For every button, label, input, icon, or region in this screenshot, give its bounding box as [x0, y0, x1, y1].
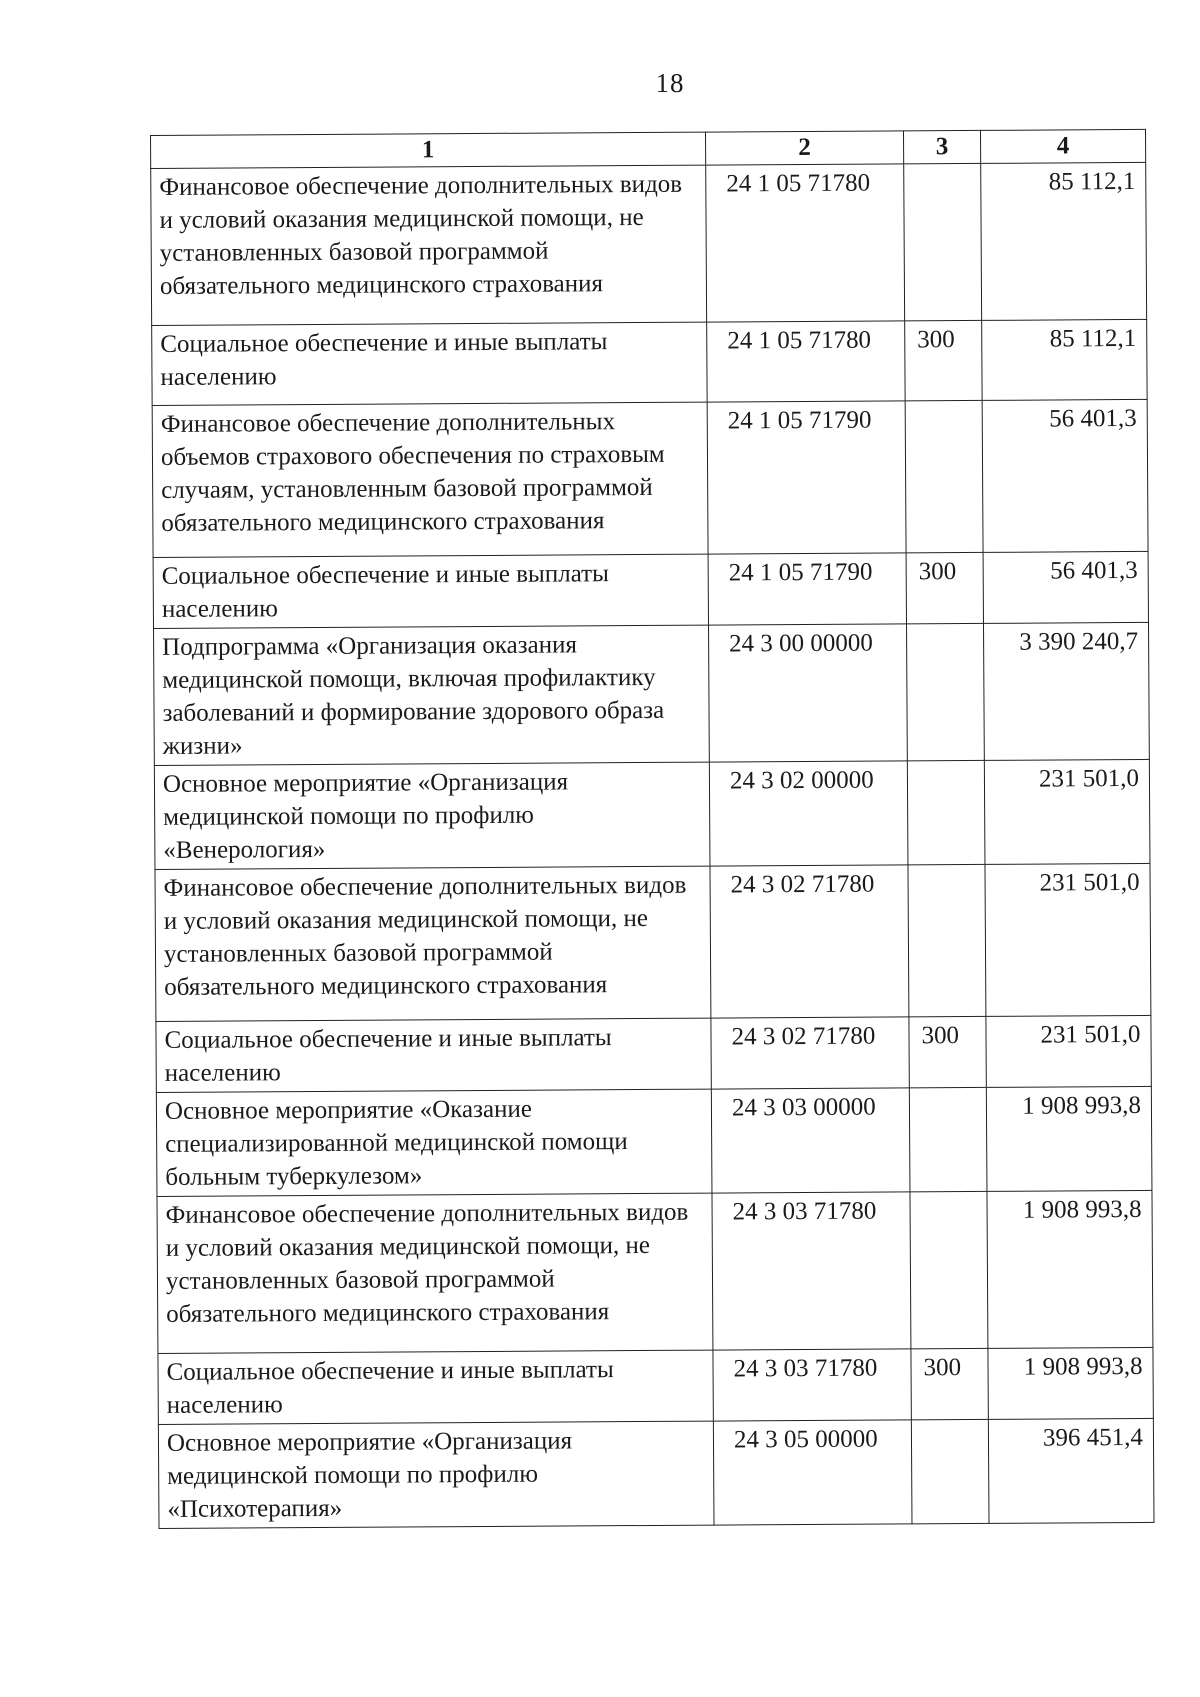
row-amount-cell: 85 112,1	[982, 319, 1147, 400]
column-header-3: 3	[903, 130, 980, 163]
table-row	[156, 1086, 1152, 1196]
row-amount-cell: 1 908 993,8	[987, 1190, 1153, 1348]
row-expense-type-cell	[908, 864, 986, 1016]
row-name-cell: Подпрограмма «Организация оказания медицинской помощи, включая профилактику заболеваний и формирование здорового образа жизни»	[154, 625, 710, 765]
row-name-cell: Финансовое обеспечение дополнительных видов и условий оказания медицинской помощи, не установленных базовой программой обязательного медицинского страхования	[157, 1193, 713, 1353]
row-name-cell: Социальное обеспечение и иные выплаты населению	[152, 322, 707, 405]
table-row	[152, 399, 1148, 557]
row-amount-cell: 231 501,0	[985, 863, 1151, 1016]
row-name-cell: Финансовое обеспечение дополнительных видов и условий оказания медицинской помощи, не установленных базовой программой обязательного медицинского страхования	[151, 165, 707, 325]
row-name-cell: Социальное обеспечение и иные выплаты населению	[158, 1350, 713, 1424]
row-code-cell: 24 3 05 00000	[713, 1420, 912, 1525]
page-number: 18	[655, 68, 685, 98]
row-amount-cell: 231 501,0	[986, 1015, 1151, 1087]
row-amount-cell: 1 908 993,8	[988, 1347, 1153, 1419]
budget-table	[150, 129, 1154, 1529]
row-code-cell: 24 3 00 00000	[709, 624, 908, 762]
row-expense-type-cell	[909, 1087, 987, 1191]
row-code-cell: 24 1 05 71790	[707, 401, 906, 554]
table-row	[154, 622, 1150, 765]
table-row	[153, 551, 1148, 628]
row-code-cell: 24 3 02 71780	[710, 865, 909, 1018]
row-code-cell: 24 3 03 71780	[712, 1192, 911, 1350]
table-row	[158, 1418, 1154, 1528]
row-code-cell: 24 1 05 71780	[707, 321, 905, 402]
table-row	[151, 162, 1147, 325]
row-expense-type-cell: 300	[905, 320, 982, 400]
row-code-cell: 24 3 02 71780	[711, 1017, 909, 1089]
row-expense-type-cell	[904, 163, 982, 320]
row-expense-type-cell: 300	[911, 1348, 988, 1419]
row-name-cell: Социальное обеспечение и иные выплаты населению	[156, 1018, 711, 1092]
row-name-cell: Основное мероприятие «Организация медицинской помощи по профилю «Психотерапия»	[158, 1421, 714, 1528]
row-expense-type-cell	[905, 400, 983, 552]
budget-table-container	[150, 129, 1153, 1529]
row-code-cell: 24 1 05 71790	[708, 553, 906, 625]
row-name-cell: Финансовое обеспечение дополнительных объемов страхового обеспечения по страховым случаям, установленным базовой программой обязательного медицинского страхования	[152, 402, 708, 557]
row-name-cell: Основное мероприятие «Оказание специализированной медицинской помощи больным туберкулезом»	[156, 1089, 712, 1196]
row-code-cell: 24 3 02 00000	[709, 761, 908, 866]
row-amount-cell: 56 401,3	[983, 551, 1148, 623]
table-row	[154, 759, 1150, 869]
table-row	[157, 1190, 1153, 1353]
row-expense-type-cell	[911, 1419, 989, 1523]
row-name-cell: Социальное обеспечение и иные выплаты населению	[153, 554, 708, 628]
column-header-4: 4	[980, 129, 1145, 163]
row-expense-type-cell	[910, 1191, 988, 1348]
column-header-2: 2	[705, 131, 903, 165]
row-code-cell: 24 3 03 71780	[713, 1349, 911, 1421]
table-row	[152, 319, 1147, 405]
row-name-cell: Финансовое обеспечение дополнительных видов и условий оказания медицинской помощи, не установленных базовой программой обязательного медицинского страхования	[155, 866, 711, 1021]
row-amount-cell: 1 908 993,8	[986, 1086, 1152, 1191]
row-amount-cell: 85 112,1	[981, 162, 1147, 320]
column-header-1: 1	[151, 132, 706, 168]
row-name-cell: Основное мероприятие «Организация медицинской помощи по профилю «Венерология»	[154, 762, 710, 869]
row-code-cell: 24 1 05 71780	[706, 164, 905, 322]
row-amount-cell: 3 390 240,7	[983, 622, 1149, 760]
row-amount-cell: 56 401,3	[982, 399, 1148, 552]
row-expense-type-cell: 300	[906, 552, 983, 623]
row-expense-type-cell	[907, 760, 985, 864]
row-expense-type-cell: 300	[909, 1016, 986, 1087]
row-amount-cell: 231 501,0	[984, 759, 1150, 864]
row-expense-type-cell	[907, 623, 985, 760]
table-row	[158, 1347, 1153, 1424]
table-row	[155, 863, 1151, 1021]
row-code-cell: 24 3 03 00000	[711, 1088, 910, 1193]
table-row	[156, 1015, 1151, 1092]
row-amount-cell: 396 451,4	[988, 1418, 1154, 1523]
